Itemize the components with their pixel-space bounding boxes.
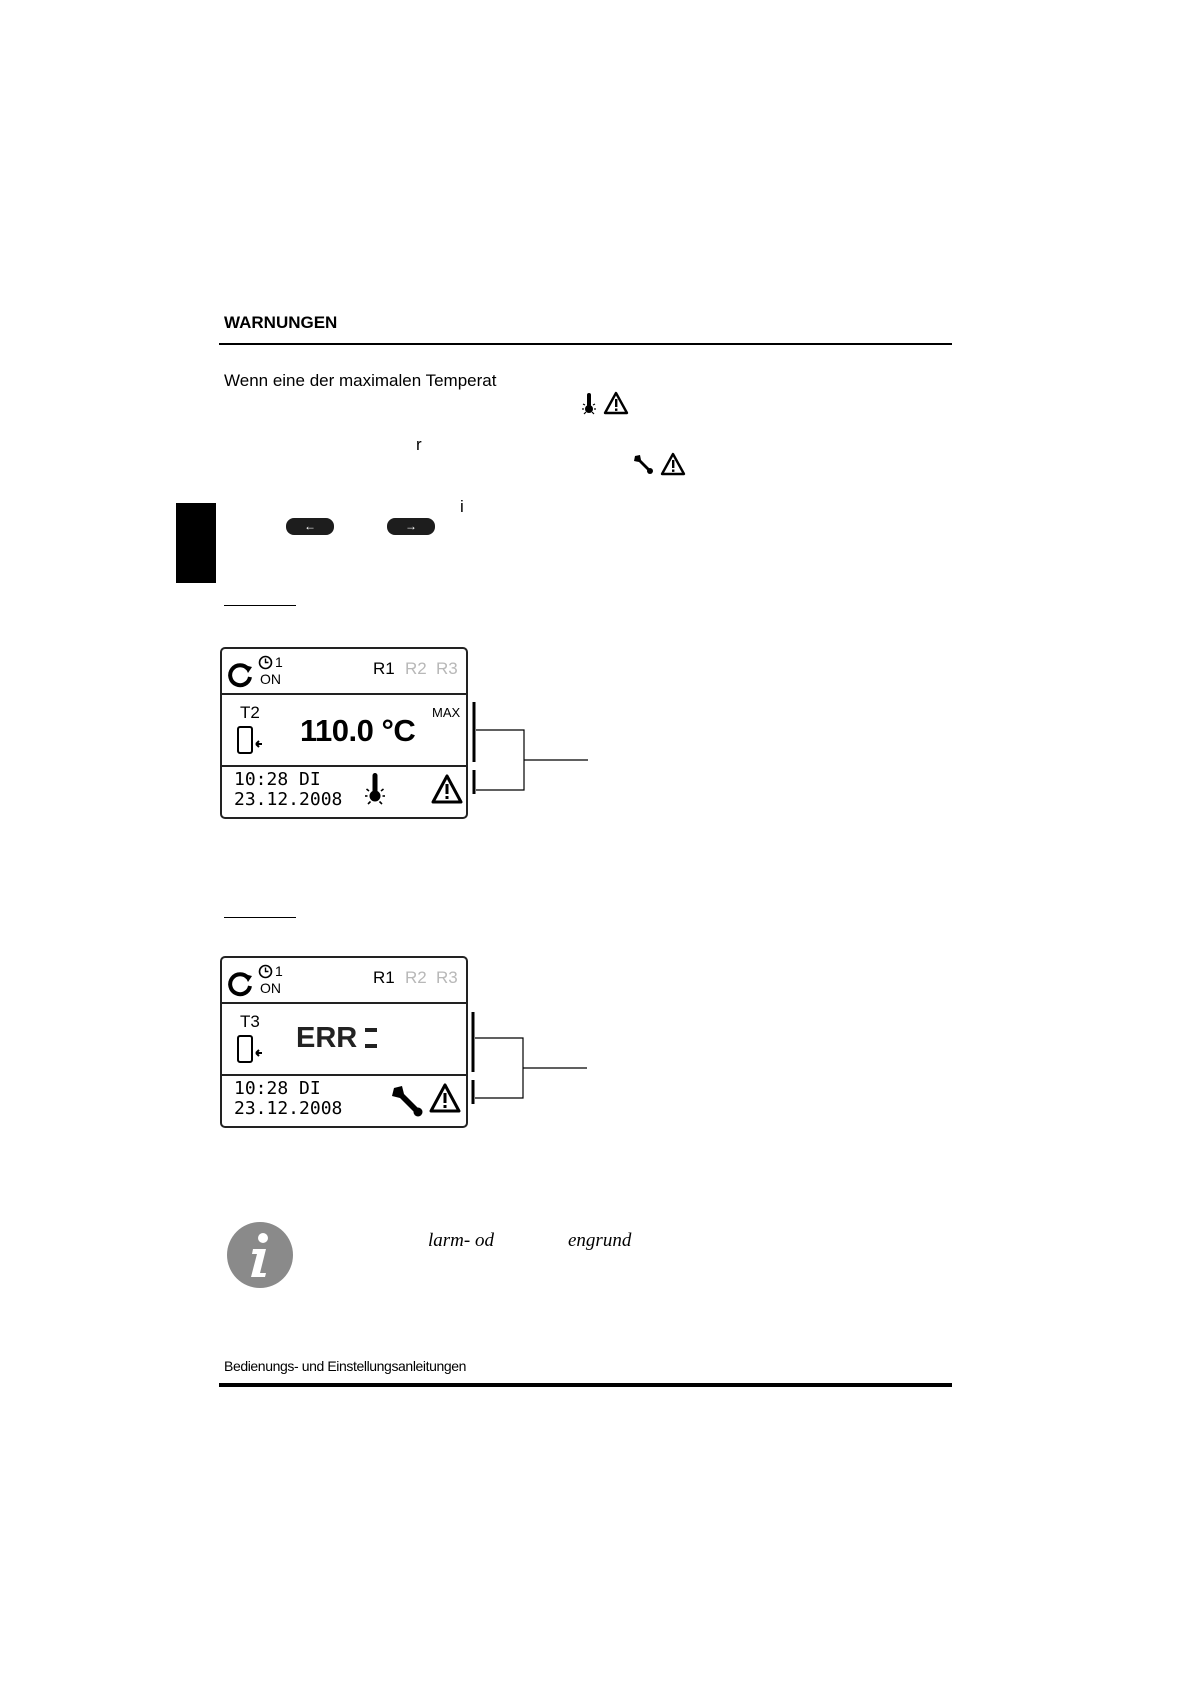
time-label: 10:28 DI bbox=[234, 769, 321, 790]
lcd-display-err bbox=[220, 956, 468, 1128]
temperature-value: 110.0 °C bbox=[300, 713, 416, 748]
clock-icon bbox=[258, 964, 273, 979]
tank-icon bbox=[236, 725, 268, 757]
max-tag: MAX bbox=[432, 705, 461, 720]
tank-icon bbox=[236, 1034, 268, 1066]
footer-text: Bedienungs- und Einstellungsanleitungen bbox=[224, 1358, 467, 1374]
sensor-label: T3 bbox=[240, 1012, 260, 1031]
info-note-part-1: larm- od bbox=[428, 1230, 494, 1251]
cycle-icon bbox=[226, 661, 254, 689]
info-note-part-2: engrund bbox=[568, 1230, 632, 1251]
lcd-display-max bbox=[220, 647, 468, 819]
thermometer-icon bbox=[580, 391, 598, 415]
lcd-status-row bbox=[222, 649, 466, 695]
bracket-connector-1 bbox=[470, 700, 590, 796]
example-underline-1 bbox=[224, 605, 296, 606]
relay-r1: R1 bbox=[373, 659, 395, 678]
date-label: 23.12.2008 bbox=[234, 1098, 343, 1119]
relay-r3: R3 bbox=[436, 659, 458, 678]
clock-icon bbox=[258, 655, 273, 670]
fragment-i: i bbox=[460, 497, 464, 516]
left-arrow-button[interactable]: ← bbox=[286, 518, 334, 535]
lcd-status-row bbox=[222, 958, 466, 1004]
relay-r3: R3 bbox=[436, 968, 458, 987]
sensor-label: T2 bbox=[240, 703, 260, 722]
warning-icon bbox=[603, 391, 629, 415]
warning-icon bbox=[430, 773, 464, 805]
relay-r1: R1 bbox=[373, 968, 395, 987]
lcd-datetime-row bbox=[222, 767, 466, 817]
warning-icon bbox=[428, 1082, 462, 1114]
wrench-icon bbox=[390, 1084, 424, 1118]
header-rule bbox=[219, 343, 952, 345]
right-arrow-button[interactable]: → bbox=[387, 518, 435, 535]
chapter-tab bbox=[176, 503, 216, 583]
info-icon bbox=[226, 1221, 294, 1289]
example-underline-2 bbox=[224, 917, 296, 918]
wrench-icon bbox=[632, 453, 654, 475]
fragment-r: r bbox=[416, 435, 422, 454]
warning-icon-2 bbox=[660, 452, 686, 476]
section-title: WARNUNGEN bbox=[224, 313, 338, 332]
thermometer-icon bbox=[363, 771, 387, 805]
error-value: ERR bbox=[296, 1022, 358, 1054]
lcd-value-row bbox=[222, 1004, 466, 1076]
lcd-value-row bbox=[222, 695, 466, 767]
error-bars-icon bbox=[364, 1026, 378, 1050]
cycle-icon bbox=[226, 970, 254, 998]
time-label: 10:28 DI bbox=[234, 1078, 321, 1099]
timer-number: 1 bbox=[275, 654, 283, 670]
relay-r2: R2 bbox=[405, 968, 427, 987]
lcd-datetime-row bbox=[222, 1076, 466, 1126]
bracket-connector-2 bbox=[469, 1010, 589, 1106]
intro-text: Wenn eine der maximalen Temperat bbox=[224, 371, 497, 390]
date-label: 23.12.2008 bbox=[234, 789, 343, 810]
timer-state: ON bbox=[260, 671, 281, 687]
timer-number: 1 bbox=[275, 963, 283, 979]
footer-rule bbox=[219, 1383, 952, 1387]
relay-r2: R2 bbox=[405, 659, 427, 678]
timer-state: ON bbox=[260, 980, 281, 996]
